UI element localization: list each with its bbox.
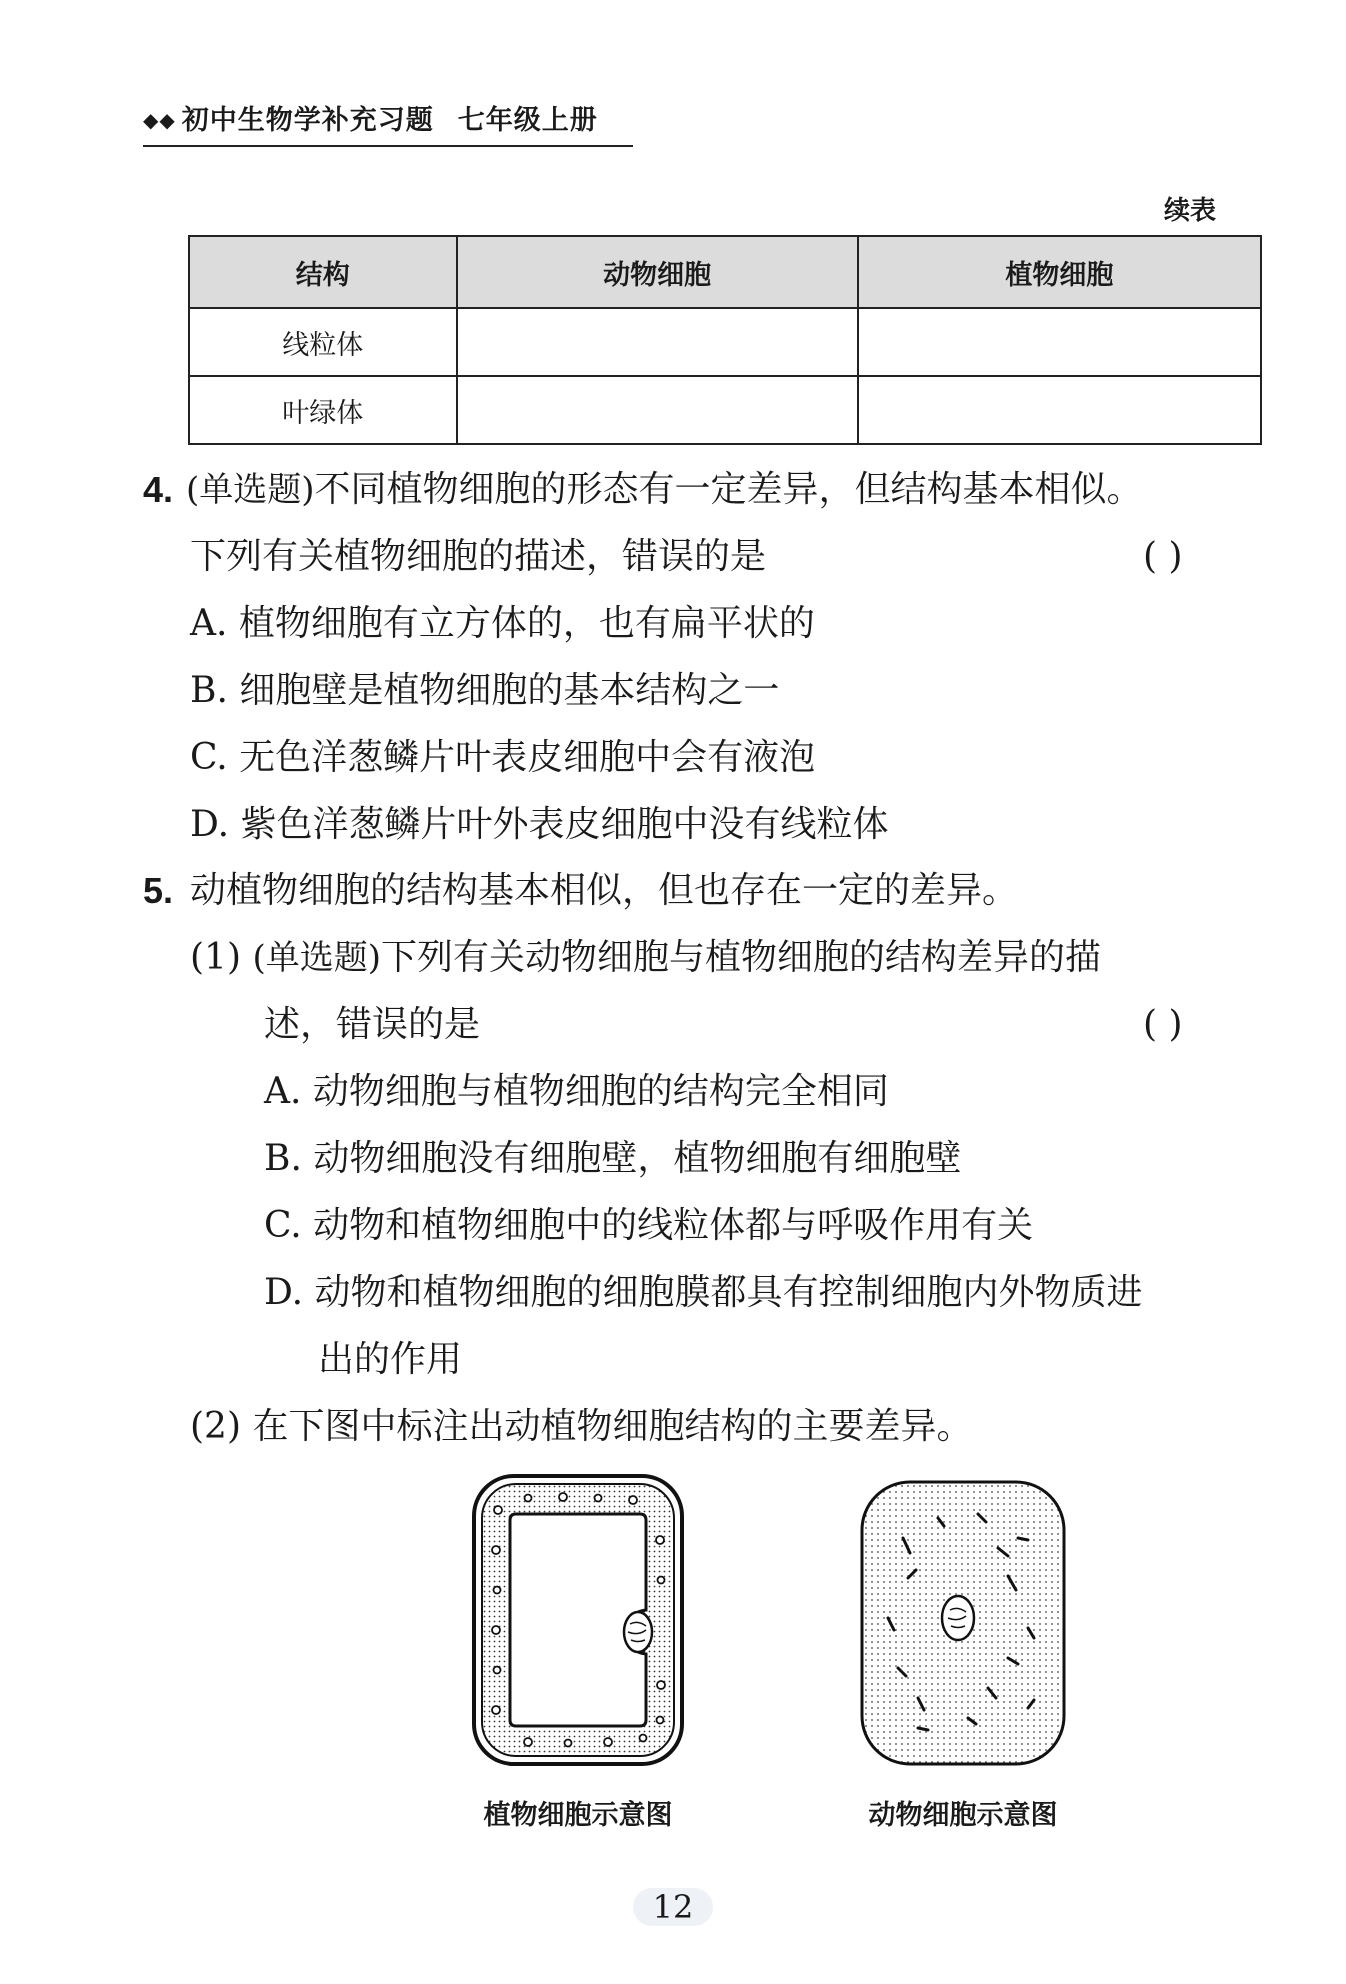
plant-cell-diagram — [468, 1470, 688, 1770]
question-type-tag: (单选题) — [252, 938, 381, 978]
answer-cell[interactable] — [457, 308, 858, 376]
option-b: B. 动物细胞没有细胞壁，植物细胞有细胞壁 — [264, 1138, 962, 1179]
answer-cell[interactable] — [858, 308, 1261, 376]
volume-title: 七年级上册 — [457, 105, 598, 136]
table-row — [189, 308, 1261, 376]
table-header-row — [189, 236, 1261, 308]
question-stem: 动植物细胞的结构基本相似，但也存在一定的差异。 — [190, 870, 1019, 911]
question-stem: 下列有关动物细胞与植物细胞的结构差异的描 — [380, 937, 1101, 978]
continued-label: 续表 — [1163, 196, 1216, 226]
structure-table — [188, 235, 1262, 445]
question-number: 4. — [143, 469, 174, 510]
answer-blank[interactable]: ( ) — [1143, 1004, 1183, 1045]
table-row — [189, 376, 1261, 444]
question-stem: 不同植物细胞的形态有一定差异，但结构基本相似。 — [314, 469, 1143, 510]
option-c: C. 无色洋葱鳞片叶表皮细胞中会有液泡 — [190, 737, 816, 778]
answer-cell[interactable] — [858, 376, 1261, 444]
option-a: A. 植物细胞有立方体的，也有扁平状的 — [190, 603, 815, 644]
option-d: D. 动物和植物细胞的细胞膜都具有控制细胞内外物质进 — [264, 1272, 1143, 1313]
header-rule — [143, 145, 633, 147]
animal-cell-caption: 动物细胞示意图 — [868, 1800, 1058, 1831]
question-type-tag: (单选题) — [186, 470, 315, 510]
question-number: 5. — [143, 870, 174, 911]
option-a: A. 动物细胞与植物细胞的结构完全相同 — [264, 1071, 889, 1112]
option-c: C. 动物和植物细胞中的线粒体都与呼吸作用有关 — [264, 1205, 1034, 1246]
question-stem: 述，错误的是 — [264, 1004, 481, 1045]
table-header-cell: 结构 — [189, 236, 457, 308]
answer-blank[interactable]: ( ) — [1143, 536, 1183, 577]
table-cell: 叶绿体 — [189, 376, 457, 444]
question-stem: 在下图中标注出动植物细胞结构的主要差异。 — [252, 1406, 973, 1447]
table-cell: 线粒体 — [189, 308, 457, 376]
option-d: D. 紫色洋葱鳞片叶外表皮细胞中没有线粒体 — [190, 804, 889, 845]
sub-question-label: (1) — [190, 937, 241, 978]
option-d-cont: 出的作用 — [318, 1339, 463, 1380]
table-header-cell: 植物细胞 — [858, 236, 1261, 308]
sub-question-label: (2) — [190, 1406, 241, 1447]
running-header — [143, 98, 643, 147]
book-title: 初中生物学补充习题 — [181, 105, 434, 136]
diamond-icon: ◆◆ — [143, 108, 176, 132]
plant-cell-caption: 植物细胞示意图 — [483, 1800, 673, 1831]
table-header-cell: 动物细胞 — [457, 236, 858, 308]
animal-cell-diagram — [858, 1478, 1068, 1768]
answer-cell[interactable] — [457, 376, 858, 444]
option-b: B. 细胞壁是植物细胞的基本结构之一 — [190, 670, 780, 711]
page-number: 12 — [0, 1888, 1346, 1926]
question-stem: 下列有关植物细胞的描述，错误的是 — [190, 536, 767, 577]
